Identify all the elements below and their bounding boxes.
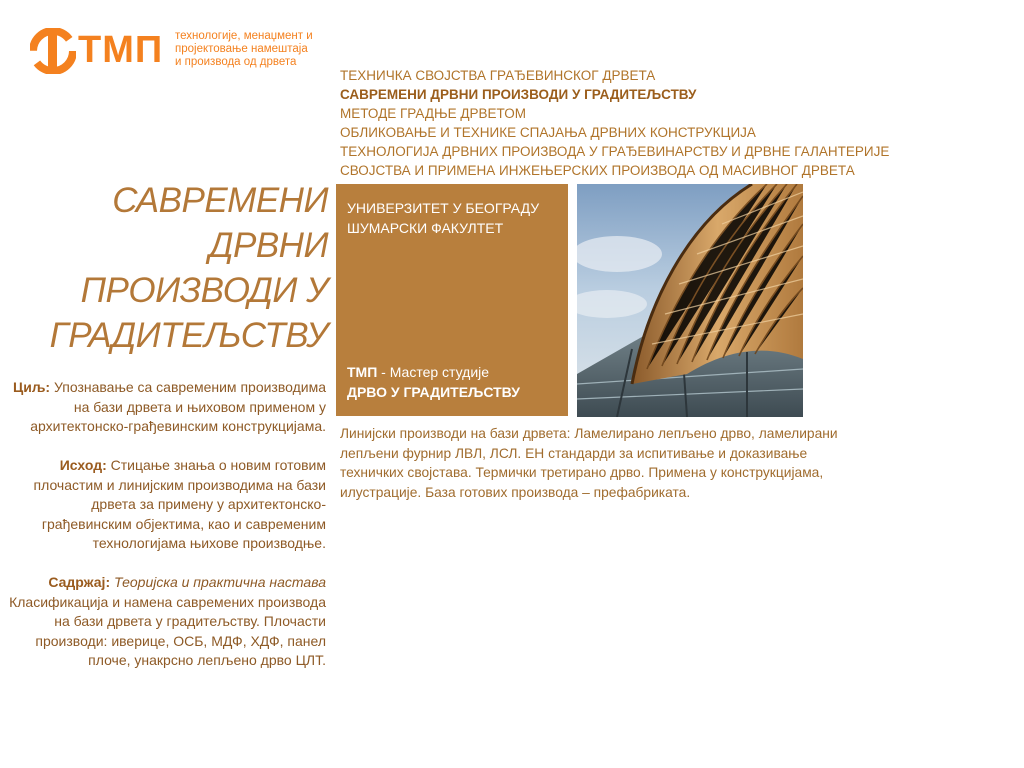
course-nav xyxy=(340,66,940,180)
program-line xyxy=(347,362,520,382)
goal-text: Упознавање са савременим производима на бази дрвета и њиховом применом у архитектонско-грађевинским конструкцијама. xyxy=(30,379,326,434)
course-link[interactable]: ТЕХНОЛОГИЈА ДРВНИХ ПРОИЗВОДА У ГРАЂЕВИНАРСТВУ И ДРВНЕ ГАЛАНТЕРИЈЕ xyxy=(340,144,890,159)
logo-tagline-line: и производа од дрвета xyxy=(175,56,297,68)
outcome-paragraph xyxy=(8,456,326,554)
program-level: - Мастер студије xyxy=(377,364,490,380)
goal-paragraph xyxy=(8,378,326,437)
course-link[interactable]: ОБЛИКОВАЊЕ И ТЕХНИКЕ СПАЈАЊА ДРВНИХ КОНСТРУКЦИЈА xyxy=(340,125,756,140)
logo-wordmark: ТМП xyxy=(78,29,164,71)
program-abbrev: ТМП xyxy=(347,364,378,380)
tmp-logo-icon xyxy=(30,28,76,74)
program-name: ДРВО У ГРАДИТЕЉСТВУ xyxy=(347,384,520,400)
content-text: Класификација и намена савремених производа на бази дрвета у градитељству. Плочасти производи: иверице, ОСБ, МДФ, ХДФ, панел плоче, унакрсно лепљено дрво ЦЛТ. xyxy=(9,593,326,668)
linear-products-text: Линијски производи на бази дрвета: Ламелирано лепљено дрво, ламелирани лепљени фурнир ЛВЛ, ЛСЛ. ЕН стандарди за испитивање и доказивање техничких својстава. Термички третирано дрво. Примена у конструкцијама, илустрације. База готових производа – префабриката. xyxy=(340,426,838,500)
page-title-line: САВРЕМЕНИ xyxy=(112,181,328,220)
page-title-line: ПРОИЗВОДИ У xyxy=(80,271,328,310)
page-title-line: ДРВНИ xyxy=(208,226,328,265)
university-name: УНИВЕРЗИТЕТ У БЕОГРАДУ xyxy=(347,200,540,216)
page-title-line: ГРАДИТЕЉСТВУ xyxy=(49,316,328,355)
content-label: Садржај: xyxy=(48,574,111,590)
university-block xyxy=(347,198,539,238)
program-info-box xyxy=(336,184,568,416)
outcome-label: Исход: xyxy=(59,457,107,473)
goal-label: Циљ: xyxy=(13,379,51,395)
course-link[interactable]: МЕТОДЕ ГРАДЊЕ ДРВЕТОМ xyxy=(340,106,526,121)
logo[interactable] xyxy=(30,28,330,76)
logo-tagline xyxy=(175,30,313,69)
timber-structure-photo xyxy=(577,184,803,417)
program-block xyxy=(347,362,520,402)
course-description xyxy=(8,378,326,690)
outcome-text: Стицање знања о новим готовим плочастим и линијским производима на бази дрвета за примену у архитектонско-грађевинским објектима, као и савременим технологијама њихове производње. xyxy=(33,457,326,551)
faculty-name: ШУМАРСКИ ФАКУЛТЕТ xyxy=(347,220,504,236)
logo-tagline-line: технологије, менаџмент и xyxy=(175,30,313,42)
course-link[interactable]: ТЕХНИЧКА СВОЈСТВА ГРАЂЕВИНСКОГ ДРВЕТА xyxy=(340,68,656,83)
content-paragraph xyxy=(8,573,326,671)
content-subtitle: Теоријска и практична настава xyxy=(114,574,326,590)
logo-tagline-line: пројектовање намештаја xyxy=(175,43,308,55)
course-link-active[interactable]: САВРЕМЕНИ ДРВНИ ПРОИЗВОДИ У ГРАДИТЕЉСТВУ xyxy=(340,87,697,102)
course-link[interactable]: СВОЈСТВА И ПРИМЕНА ИНЖЕЊЕРСКИХ ПРОИЗВОДА ОД МАСИВНОГ ДРВЕТА xyxy=(340,163,855,178)
page-title xyxy=(18,178,328,358)
